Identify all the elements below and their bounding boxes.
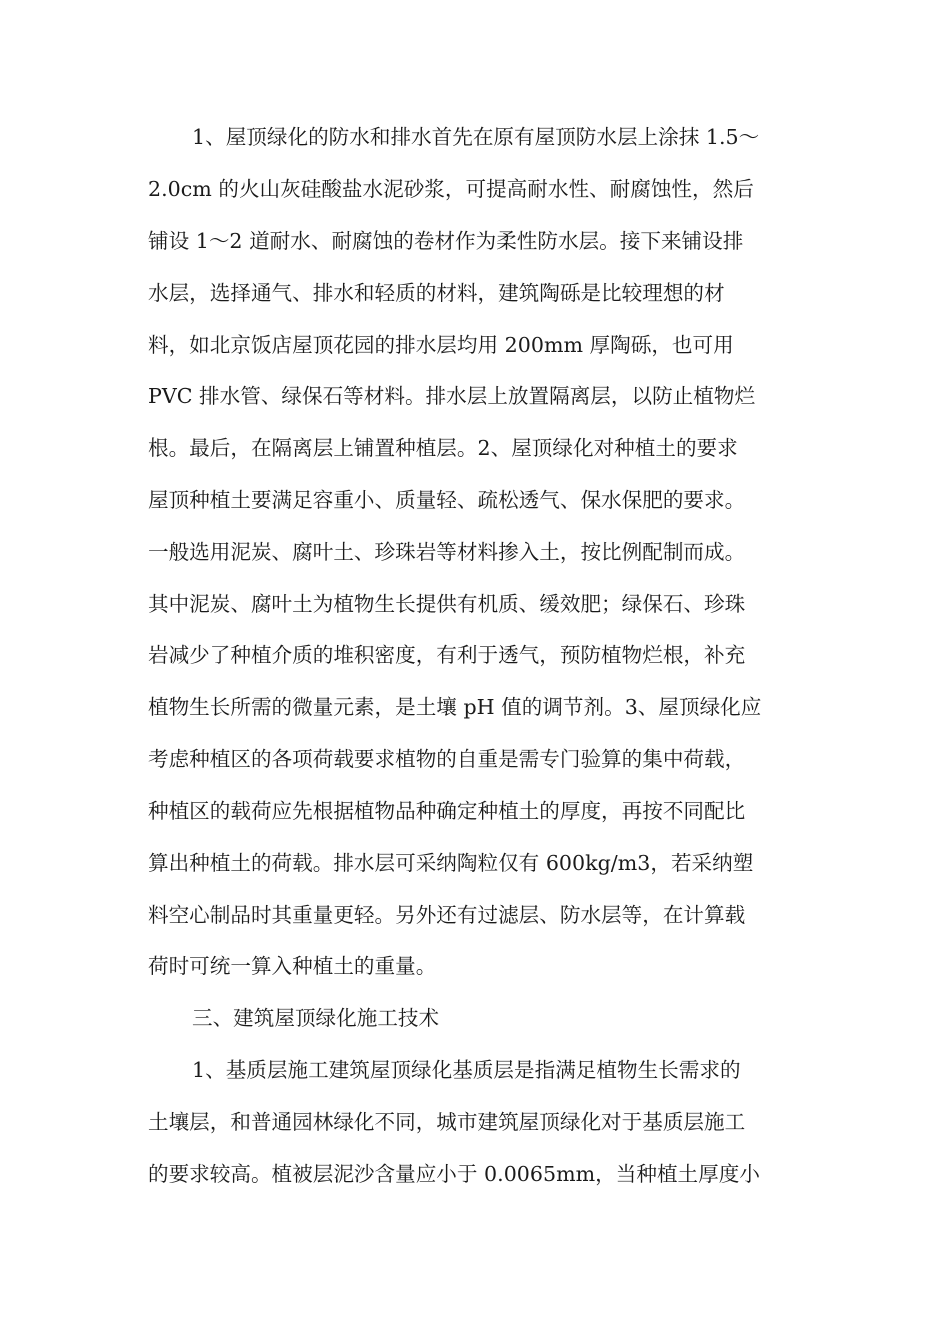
paragraph-1-line: 其中泥炭、腐叶土为植物生长提供有机质、缓效肥；绿保石、珍珠 bbox=[148, 592, 746, 616]
paragraph-1-line: 料空心制品时其重量更轻。另外还有过滤层、防水层等，在计算载 bbox=[148, 903, 746, 927]
paragraph-1-line: 1、屋顶绿化的防水和排水首先在原有屋顶防水层上涂抹 1.5～ bbox=[192, 125, 760, 149]
paragraph-1-line: PVC 排水管、绿保石等材料。排水层上放置隔离层，以防止植物烂 bbox=[148, 384, 756, 408]
paragraph-1-line: 屋顶种植土要满足容重小、质量轻、疏松透气、保水保肥的要求。 bbox=[148, 488, 746, 512]
paragraph-2-line: 土壤层，和普通园林绿化不同，城市建筑屋顶绿化对于基质层施工 bbox=[148, 1110, 746, 1134]
section-heading: 三、建筑屋顶绿化施工技术 bbox=[192, 1006, 440, 1030]
paragraph-1-line: 植物生长所需的微量元素，是土壤 pH 值的调节剂。3、屋顶绿化应 bbox=[148, 695, 762, 719]
paragraph-1-line: 荷时可统一算入种植土的重量。 bbox=[148, 954, 437, 978]
paragraph-1-line: 考虑种植区的各项荷载要求植物的自重是需专门验算的集中荷载， bbox=[148, 747, 746, 771]
paragraph-1-line: 算出种植土的荷载。排水层可采纳陶粒仅有 600kg/m3，若采纳塑 bbox=[148, 851, 754, 875]
paragraph-1-line: 2.0cm 的火山灰硅酸盐水泥砂浆，可提高耐水性、耐腐蚀性，然后 bbox=[148, 177, 754, 201]
paragraph-1-line: 岩减少了种植介质的堆积密度，有利于透气，预防植物烂根，补充 bbox=[148, 643, 746, 667]
paragraph-2-line: 的要求较高。植被层泥沙含量应小于 0.0065mm，当种植土厚度小 bbox=[148, 1162, 760, 1186]
paragraph-1-line: 铺设 1～2 道耐水、耐腐蚀的卷材作为柔性防水层。接下来铺设排 bbox=[148, 229, 744, 253]
paragraph-1-line: 料，如北京饭店屋顶花园的排水层均用 200mm 厚陶砾，也可用 bbox=[148, 333, 734, 357]
paragraph-1-line: 一般选用泥炭、腐叶土、珍珠岩等材料掺入土，按比例配制而成。 bbox=[148, 540, 746, 564]
paragraph-1-line: 根。最后，在隔离层上铺置种植层。2、屋顶绿化对种植土的要求 bbox=[148, 436, 738, 460]
paragraph-1-line: 水层，选择通气、排水和轻质的材料，建筑陶砾是比较理想的材 bbox=[148, 281, 725, 305]
paragraph-1-line: 种植区的载荷应先根据植物品种确定种植土的厚度，再按不同配比 bbox=[148, 799, 746, 823]
paragraph-2-line: 1、基质层施工建筑屋顶绿化基质层是指满足植物生长需求的 bbox=[192, 1058, 741, 1082]
